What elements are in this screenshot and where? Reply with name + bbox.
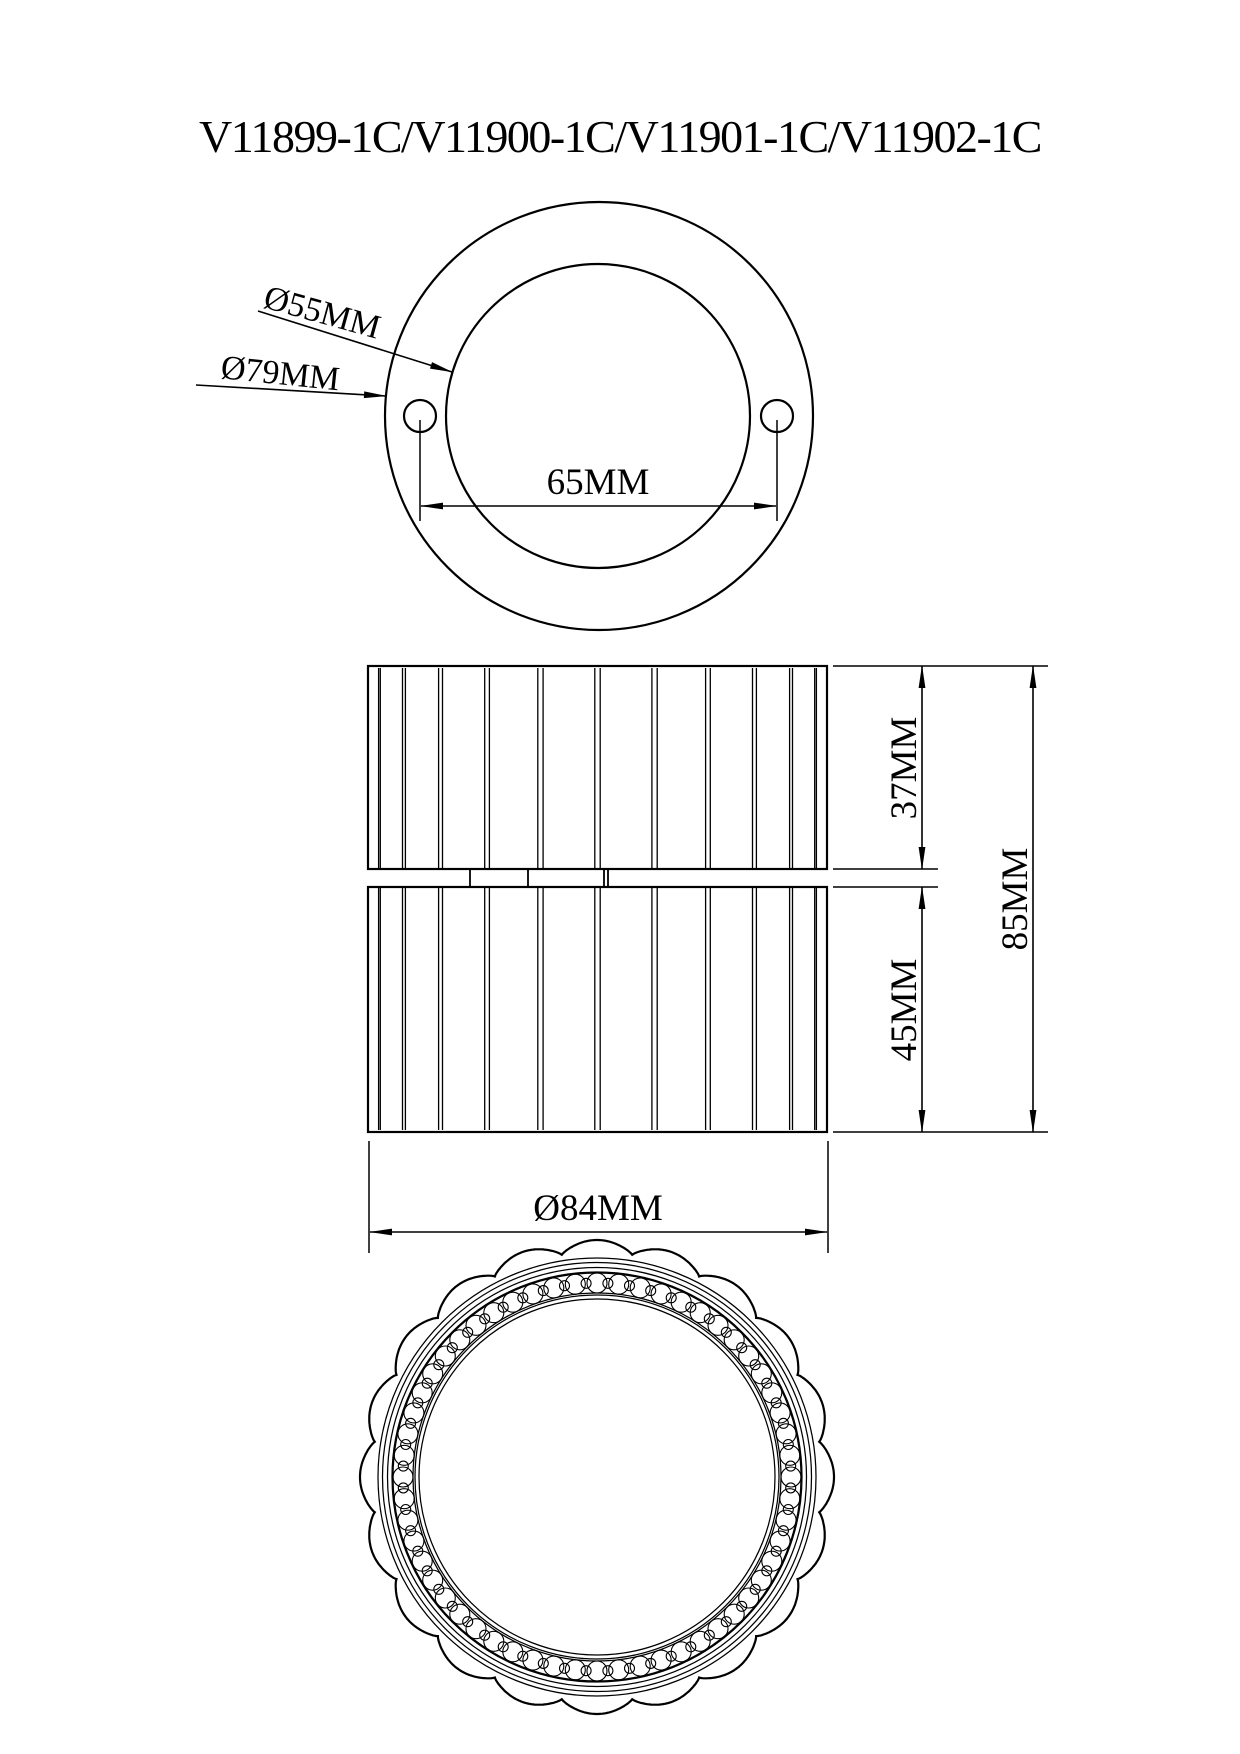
- chain-link-small: [581, 1666, 591, 1676]
- chain-link-large: [423, 1364, 443, 1384]
- top-view: [196, 202, 813, 630]
- chain-link-large: [394, 1445, 414, 1465]
- chain-link-small: [463, 1617, 473, 1627]
- chain-link-large: [724, 1330, 744, 1350]
- chain-link-large: [587, 1273, 607, 1293]
- chain-link-large: [780, 1445, 800, 1465]
- chain-link-large: [466, 1619, 486, 1639]
- chain-link-small: [783, 1505, 793, 1515]
- chain-link-small: [625, 1663, 635, 1673]
- chain-link-small: [463, 1327, 473, 1337]
- gap-divider-group: [470, 869, 608, 887]
- side-view: [368, 666, 1048, 1253]
- body-diameter-label: Ø84MM: [533, 1188, 663, 1229]
- hole-spacing-label: 65MM: [546, 462, 650, 503]
- chain-link-small: [447, 1343, 457, 1353]
- chain-link-small: [783, 1440, 793, 1450]
- inner-diameter-label: Ø55MM: [259, 279, 385, 347]
- ring-circle: [392, 1272, 802, 1682]
- chain-link-small: [401, 1505, 411, 1515]
- chain-link-small: [786, 1461, 796, 1471]
- chain-link-large: [609, 1660, 629, 1680]
- chain-link-large: [466, 1315, 486, 1335]
- side-view-upper-body: [368, 666, 827, 869]
- chain-link-large: [435, 1346, 455, 1366]
- chain-link-large: [587, 1661, 607, 1681]
- concentric-rings-group: [378, 1258, 816, 1696]
- ring-circle: [383, 1263, 812, 1692]
- chain-link-large: [630, 1656, 650, 1676]
- chain-link-large: [739, 1588, 759, 1608]
- chain-link-large: [484, 1303, 504, 1323]
- chain-link-large: [690, 1303, 710, 1323]
- chain-link-small: [737, 1601, 747, 1611]
- chain-link-large: [776, 1424, 796, 1444]
- chain-link-small: [737, 1343, 747, 1353]
- chain-link-large: [724, 1604, 744, 1624]
- top-view-outer-circle: [385, 202, 813, 630]
- chain-link-large: [435, 1588, 455, 1608]
- chain-link-small: [625, 1281, 635, 1291]
- chain-link-large: [708, 1315, 728, 1335]
- chain-link-large: [484, 1631, 504, 1651]
- chain-link-small: [560, 1281, 570, 1291]
- upper-height-label: 37MM: [884, 716, 925, 820]
- scalloped-edge: [360, 1240, 834, 1714]
- ring-circle: [419, 1299, 775, 1655]
- ring-circle: [415, 1295, 779, 1659]
- chain-link-large: [393, 1467, 413, 1487]
- ring-circle: [378, 1258, 816, 1696]
- chain-link-small: [721, 1327, 731, 1337]
- chain-link-large: [739, 1346, 759, 1366]
- chain-link-large: [450, 1604, 470, 1624]
- ring-circle: [393, 1273, 801, 1681]
- side-view-lower-body: [368, 887, 827, 1132]
- total-height-label: 85MM: [995, 847, 1036, 951]
- chain-link-small: [398, 1461, 408, 1471]
- chain-link-small: [603, 1666, 613, 1676]
- chain-link-large: [690, 1631, 710, 1651]
- lower-height-label: 45MM: [884, 958, 925, 1062]
- chain-link-small: [398, 1483, 408, 1493]
- chain-link-large: [708, 1619, 728, 1639]
- bottom-view: [360, 1240, 834, 1714]
- chain-link-small: [560, 1663, 570, 1673]
- drawing-title: V11899-1C/V11900-1C/V11901-1C/V11902-1C: [199, 111, 1041, 162]
- chain-link-large: [450, 1330, 470, 1350]
- chain-link-large: [544, 1278, 564, 1298]
- chain-link-large: [751, 1364, 771, 1384]
- top-view-inner-circle: [446, 264, 750, 568]
- chain-link-large: [609, 1274, 629, 1294]
- chain-link-large: [751, 1570, 771, 1590]
- chain-link-large: [565, 1274, 585, 1294]
- ornament-chain-group: [393, 1273, 801, 1681]
- chain-link-large: [394, 1489, 414, 1509]
- chain-link-large: [781, 1467, 801, 1487]
- chain-link-large: [423, 1570, 443, 1590]
- chain-link-small: [721, 1617, 731, 1627]
- chain-link-small: [401, 1440, 411, 1450]
- chain-link-large: [565, 1660, 585, 1680]
- chain-link-small: [581, 1278, 591, 1288]
- outer-diameter-label: Ø79MM: [219, 349, 342, 399]
- chain-link-large: [398, 1510, 418, 1530]
- ring-circle: [388, 1268, 807, 1687]
- chain-link-small: [786, 1483, 796, 1493]
- chain-link-small: [603, 1278, 613, 1288]
- chain-link-large: [780, 1489, 800, 1509]
- chain-link-small: [447, 1601, 457, 1611]
